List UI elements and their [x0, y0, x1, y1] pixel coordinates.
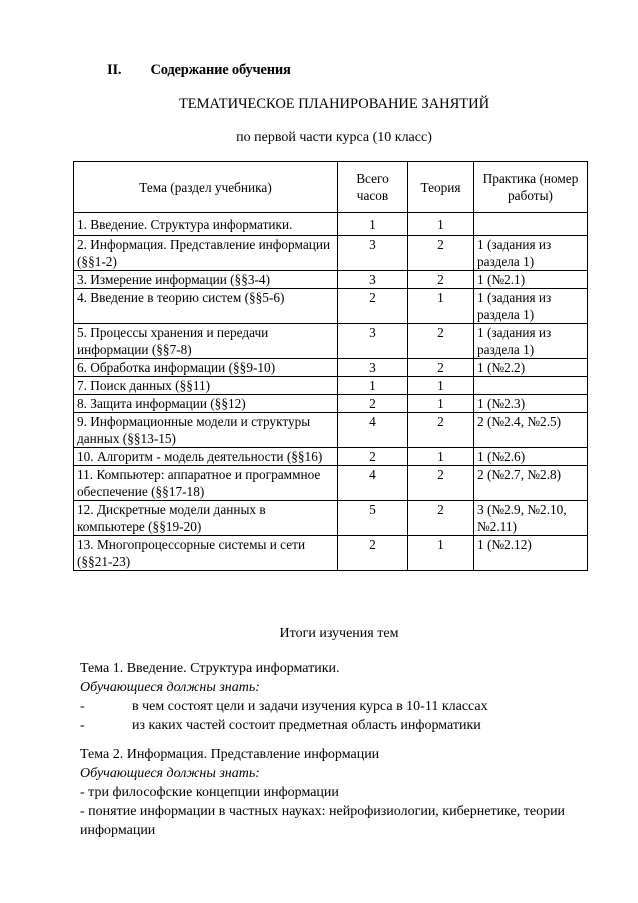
header-total-hours: Всего часов	[338, 162, 408, 213]
results-title: Итоги изучения тем	[279, 626, 399, 641]
table-row	[74, 501, 588, 536]
table-row	[74, 289, 588, 324]
cell-theory: 2	[408, 413, 474, 448]
topic-1-title: Тема 1. Введение. Структура информатики.	[80, 661, 340, 676]
cell-theory: 1	[408, 448, 474, 466]
cell-total-hours: 1	[338, 377, 408, 395]
section-title: Содержание обучения	[150, 62, 291, 78]
cell-practice: 1 (задания из раздела 1)	[474, 236, 588, 271]
cell-theory: 2	[408, 501, 474, 536]
cell-topic: 12. Дискретные модели данных в компьютере (§§19-20)	[74, 501, 338, 536]
section-heading	[107, 62, 291, 79]
cell-topic: 10. Алгоритм - модель деятельности (§§16)	[74, 448, 338, 466]
table-row	[74, 448, 588, 466]
cell-topic: 9. Информационные модели и структуры данных (§§13-15)	[74, 413, 338, 448]
cell-total-hours: 2	[338, 536, 408, 571]
cell-theory: 2	[408, 466, 474, 501]
cell-theory: 1	[408, 289, 474, 324]
cell-total-hours: 2	[338, 448, 408, 466]
cell-total-hours: 3	[338, 271, 408, 289]
topic-1-block	[80, 659, 600, 735]
cell-practice: 1 (№2.12)	[474, 536, 588, 571]
topic-2-must-know: Обучающиеся должны знать:	[80, 766, 260, 781]
table-row	[74, 413, 588, 448]
table-header-row	[74, 162, 588, 213]
header-theory: Теория	[408, 162, 474, 213]
cell-practice	[474, 213, 588, 236]
header-practice: Практика (номер работы)	[474, 162, 588, 213]
list-item-text: в чем состоят цели и задачи изучения курса в 10-11 классах	[132, 699, 488, 714]
cell-theory: 1	[408, 395, 474, 413]
cell-total-hours: 4	[338, 413, 408, 448]
cell-topic: 3. Измерение информации (§§3-4)	[74, 271, 338, 289]
plan-subtitle: по первой части курса (10 класс)	[236, 130, 432, 145]
cell-topic: 13. Многопроцессорные системы и сети (§§21-23)	[74, 536, 338, 571]
table-row	[74, 395, 588, 413]
cell-theory: 2	[408, 324, 474, 359]
table-row	[74, 466, 588, 501]
table-row	[74, 359, 588, 377]
list-item: - три философские концепции информации	[80, 785, 339, 800]
cell-topic: 5. Процессы хранения и передачи информации (§§7-8)	[74, 324, 338, 359]
cell-total-hours: 5	[338, 501, 408, 536]
list-item: - понятие информации в частных науках: нейрофизиологии, кибернетике, теории информации	[80, 804, 566, 838]
cell-practice: 1 (№2.6)	[474, 448, 588, 466]
section-number: II.	[107, 62, 122, 78]
cell-practice: 1 (задания из раздела 1)	[474, 289, 588, 324]
table-row	[74, 213, 588, 236]
bullet-dash: -	[80, 718, 85, 733]
cell-theory: 1	[408, 536, 474, 571]
cell-total-hours: 2	[338, 289, 408, 324]
list-item-text: из каких частей состоит предметная область информатики	[132, 718, 481, 733]
bullet-dash: -	[80, 699, 85, 714]
cell-practice: 3 (№2.9, №2.10, №2.11)	[474, 501, 588, 536]
cell-practice: 1 (№2.2)	[474, 359, 588, 377]
cell-topic: 7. Поиск данных (§§11)	[74, 377, 338, 395]
cell-theory: 2	[408, 359, 474, 377]
cell-topic: 1. Введение. Структура информатики.	[74, 213, 338, 236]
cell-practice: 1 (задания из раздела 1)	[474, 324, 588, 359]
cell-topic: 6. Обработка информации (§§9-10)	[74, 359, 338, 377]
cell-practice: 1 (№2.3)	[474, 395, 588, 413]
table-row	[74, 536, 588, 571]
plan-table	[73, 161, 588, 571]
cell-total-hours: 3	[338, 359, 408, 377]
cell-total-hours: 1	[338, 213, 408, 236]
cell-practice: 2 (№2.7, №2.8)	[474, 466, 588, 501]
plan-title: ТЕМАТИЧЕСКОЕ ПЛАНИРОВАНИЕ ЗАНЯТИЙ	[178, 96, 490, 112]
table-row	[74, 236, 588, 271]
cell-total-hours: 3	[338, 236, 408, 271]
list-item	[80, 716, 600, 735]
cell-theory: 2	[408, 271, 474, 289]
cell-practice: 2 (№2.4, №2.5)	[474, 413, 588, 448]
cell-practice	[474, 377, 588, 395]
cell-total-hours: 3	[338, 324, 408, 359]
table-row	[74, 377, 588, 395]
cell-theory: 2	[408, 236, 474, 271]
topic-2-title: Тема 2. Информация. Представление информации	[80, 747, 380, 762]
topic-1-must-know: Обучающиеся должны знать:	[80, 680, 260, 695]
cell-practice: 1 (№2.1)	[474, 271, 588, 289]
cell-topic: 2. Информация. Представление информации (§§1-2)	[74, 236, 338, 271]
list-item	[80, 697, 600, 716]
cell-theory: 1	[408, 213, 474, 236]
cell-total-hours: 4	[338, 466, 408, 501]
cell-topic: 4. Введение в теорию систем (§§5-6)	[74, 289, 338, 324]
cell-theory: 1	[408, 377, 474, 395]
table-row	[74, 324, 588, 359]
header-topic: Тема (раздел учебника)	[74, 162, 338, 213]
topic-2-block	[80, 745, 600, 840]
cell-topic: 8. Защита информации (§§12)	[74, 395, 338, 413]
cell-total-hours: 2	[338, 395, 408, 413]
cell-topic: 11. Компьютер: аппаратное и программное обеспечение (§§17-18)	[74, 466, 338, 501]
table-row	[74, 271, 588, 289]
